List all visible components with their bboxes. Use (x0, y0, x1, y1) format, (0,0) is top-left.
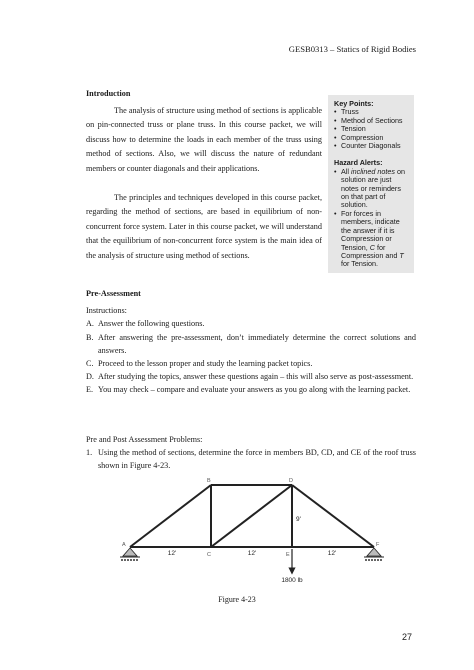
problem-item: 1. Using the method of sections, determine the force in members BD, CD, and CE of the roof truss shown in Figure 4-23. (86, 448, 416, 471)
key-point: • Counter Diagonals (334, 142, 414, 150)
intro-paragraph-2: The principles and techniques developed in this course packet, regarding the method of sections, are based in equilibrium of non-concurrent force system. Later in this course packet, we will understand that the equilibrium of non-concurrent force system is the main idea of the analysis of structure using method of sections. (86, 192, 322, 260)
support-a (120, 548, 140, 560)
member-df (292, 485, 374, 547)
node-label-d: D (289, 478, 293, 484)
key-point: • Compression (334, 134, 414, 142)
support-f (364, 548, 384, 560)
dimension-label: 12' (247, 550, 257, 557)
key-points-list (334, 108, 414, 150)
instruction-item: A. Answer the following questions. (86, 319, 205, 329)
intro-paragraph-1: The analysis of structure using method of sections is applicable on pin-connected truss or plane truss. In this course packet, we will discuss how to determine the loads in each member of the truss using method of sections. Also, we will discuss the nature of redundant members or counter diagonals and their applications. (86, 105, 322, 173)
instructions-label: Instructions: (86, 306, 127, 316)
dimension-label: 12' (167, 550, 177, 557)
member-ab (130, 485, 211, 547)
hazard-alert: • For forces in members, indicate the answer if it is Compression or Tension, C for Compression and T for Tension. (334, 210, 410, 269)
key-point: • Tension (334, 125, 414, 133)
key-points-sidebar (328, 95, 414, 273)
instruction-item: C. Proceed to the lesson proper and study the learning packet topics. (86, 359, 313, 369)
hazard-alerts-title: Hazard Alerts: (334, 158, 383, 168)
hazard-alert: • All inclined notes on solution are just notes or reminders on that part of solution. (334, 168, 410, 210)
figure-caption: Figure 4-23 (218, 595, 256, 604)
height-label: 9' (296, 516, 301, 523)
member-cd (211, 485, 292, 547)
instruction-item: B. After answering the pre-assessment, don’t immediately determine the correct solutions and answers. (86, 332, 416, 355)
page-number: 27 (401, 632, 412, 642)
node-label-a: A (122, 542, 126, 548)
node-label-b: B (207, 478, 211, 484)
node-label-c: C (207, 552, 211, 558)
dimension-label: 12' (327, 550, 337, 557)
load-label: 1800 lb (281, 577, 303, 584)
key-points-title: Key Points: (334, 99, 374, 108)
running-header: GESB0313 – Statics of Rigid Bodies (288, 44, 416, 54)
problems-heading: Pre and Post Assessment Problems: (86, 435, 203, 444)
truss-diagram (118, 476, 398, 588)
introduction-heading: Introduction (86, 89, 131, 98)
node-label-f: F (376, 542, 380, 548)
truss-figure (118, 476, 398, 593)
hazard-alerts-list (334, 168, 414, 269)
key-point: • Method of Sections (334, 117, 414, 125)
introduction-section (86, 87, 322, 264)
pre-assessment-heading: Pre-Assessment (86, 289, 141, 298)
pre-assessment-section (86, 287, 416, 397)
instruction-item: E. You may check – compare and evaluate your answers as you go along with the learning packet. (86, 385, 411, 395)
instruction-item: D. After studying the topics, answer these questions again – this will also serve as post-assessment. (86, 372, 414, 382)
truss-members (130, 485, 374, 547)
node-label-e: E (286, 552, 290, 558)
key-point: • Truss (334, 108, 414, 116)
assessment-problems-section (86, 433, 416, 473)
